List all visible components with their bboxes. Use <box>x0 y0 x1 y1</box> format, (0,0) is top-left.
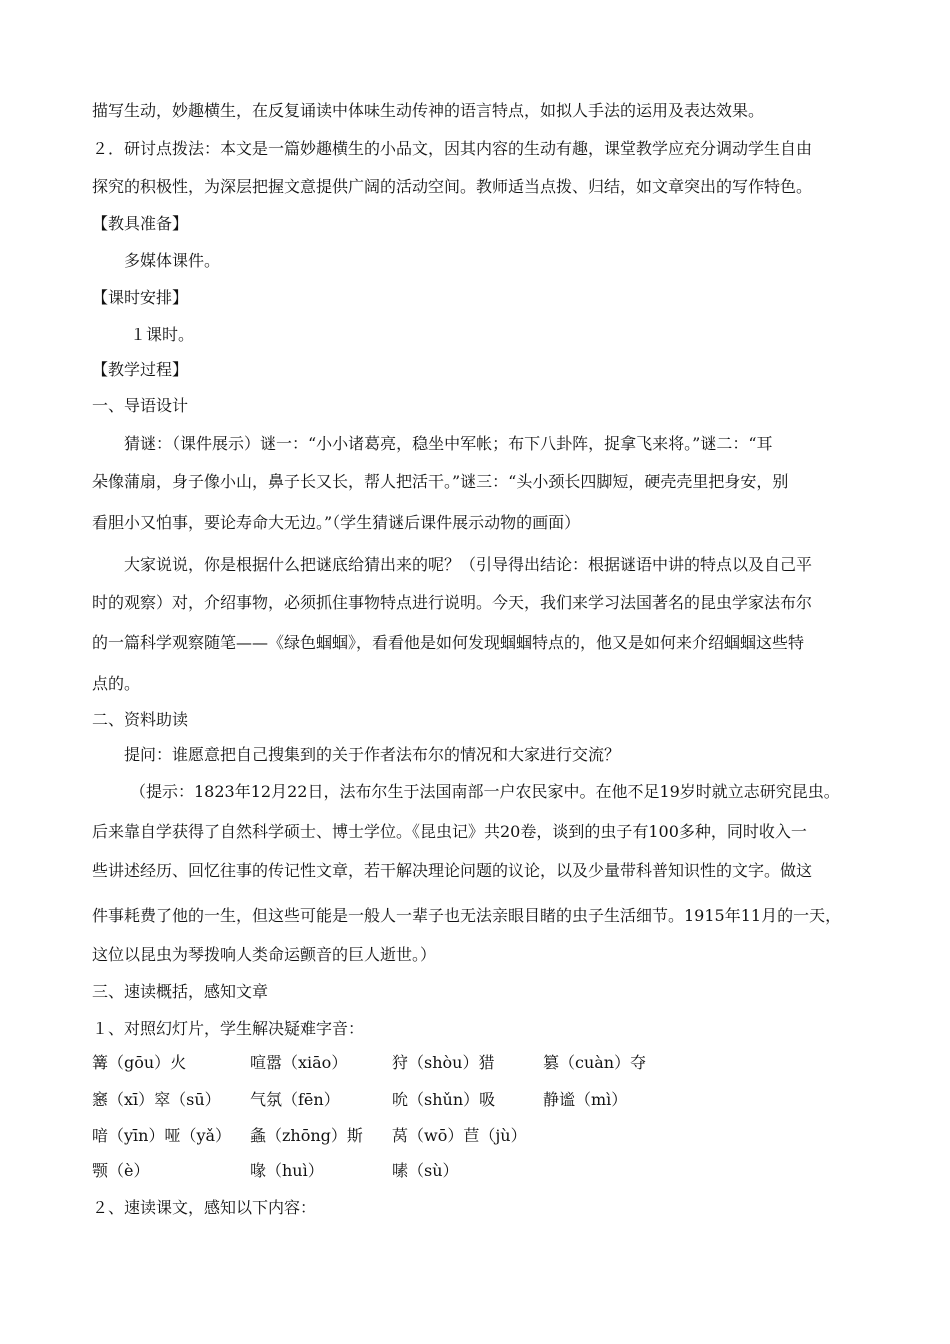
paragraph-line: 描写生动，妙趣横生，在反复诵读中体味生动传神的语言特点，如拟人手法的运用及表达效果。 <box>92 101 765 120</box>
paragraph-line: 探究的积极性，为深层把握文意提供广阔的活动空间。教师适当点拨、归结，如文章突出的写作特色。 <box>92 177 813 196</box>
section-heading: 【教学过程】 <box>92 360 189 379</box>
paragraph-line: 点的。 <box>92 674 141 693</box>
pinyin-item: 篡（cuàn）夺 <box>543 1053 647 1072</box>
paragraph-line: 看胆小又怕事，要论寿命大无边。”（学生猜谜后课件展示动物的画面） <box>92 513 581 532</box>
paragraph-line: 猜谜：（课件展示）谜一：“小小诸葛亮，稳坐中军帐；布下八卦阵，捉拿飞来将。”谜二：“耳 <box>124 434 773 453</box>
pinyin-item: 静谧（mì） <box>543 1090 628 1109</box>
paragraph-line: 多媒体课件。 <box>124 251 221 270</box>
subsection-heading: 三、速读概括，感知文章 <box>92 982 269 1001</box>
subsection-heading: 一、导语设计 <box>92 396 189 415</box>
paragraph-line: （提示：1823年12月22日，法布尔生于法国南部一户农民家中。在他不足19岁时就立志研究昆虫。 <box>130 782 840 801</box>
pinyin-item: 颚（è） <box>92 1161 150 1180</box>
paragraph-line: １、对照幻灯片，学生解决疑难字音： <box>92 1019 365 1038</box>
paragraph-line: 些讲述经历、回忆往事的传记性文章，若干解决理论问题的议论，以及少量带科普知识性的文字。做这 <box>92 861 813 880</box>
pinyin-item: 螽（zhōng）斯 <box>250 1126 363 1145</box>
paragraph-line: 时的观察）对，介绍事物，必须抓住事物特点进行说明。今天，我们来学习法国著名的昆虫学家法布尔 <box>92 593 813 612</box>
paragraph-line: 大家说说，你是根据什么把谜底给猜出来的呢？（引导得出结论：根据谜语中讲的特点以及自己平 <box>124 555 813 574</box>
paragraph-line: 后来靠自学获得了自然科学硕士、博士学位。《昆虫记》共20卷，谈到的虫子有100多种，同时收入一 <box>92 822 807 841</box>
pinyin-item: 气氛（fēn） <box>250 1090 340 1109</box>
paragraph-line: 朵像蒲扇，身子像小山，鼻子长又长，帮人把活干。”谜三：“头小颈长四脚短，硬壳壳里把身安，别 <box>92 472 789 491</box>
pinyin-item: 莴（wō）苣（jù） <box>392 1126 527 1145</box>
paragraph-line: 件事耗费了他的一生，但这些可能是一般人一辈子也无法亲眼目睹的虫子生活细节。1915年11月的一天， <box>92 906 842 925</box>
pinyin-item: 吮（shǔn）吸 <box>392 1090 496 1109</box>
section-heading: 【教具准备】 <box>92 214 189 233</box>
paragraph-line: ２、速读课文，感知以下内容： <box>92 1198 317 1217</box>
subsection-heading: 二、资料助读 <box>92 710 189 729</box>
section-heading: 【课时安排】 <box>92 288 189 307</box>
pinyin-item: 喙（huì） <box>250 1161 324 1180</box>
pinyin-item: 狩（shòu）猎 <box>392 1053 495 1072</box>
paragraph-line: 这位以昆虫为琴拨响人类命运颤音的巨人逝世。） <box>92 945 437 964</box>
pinyin-item: 篝（gōu）火 <box>92 1053 187 1072</box>
paragraph-line: 的一篇科学观察随笔——《绿色蝈蝈》，看看他是如何发现蝈蝈特点的，他又是如何来介绍蝈蝈这些特 <box>92 633 805 652</box>
pinyin-item: 窸（xī）窣（sū） <box>92 1090 221 1109</box>
pinyin-item: 喧嚣（xiāo） <box>250 1053 348 1072</box>
pinyin-item: 嗉（sù） <box>392 1161 459 1180</box>
paragraph-line: １课时。 <box>130 325 195 344</box>
pinyin-item: 喑（yīn）哑（yǎ） <box>92 1126 232 1145</box>
paragraph-line: ２．研讨点拨法：本文是一篇妙趣横生的小品文，因其内容的生动有趣，课堂教学应充分调动学生自由 <box>92 139 813 158</box>
paragraph-line: 提问：谁愿意把自己搜集到的关于作者法布尔的情况和大家进行交流？ <box>124 745 621 764</box>
